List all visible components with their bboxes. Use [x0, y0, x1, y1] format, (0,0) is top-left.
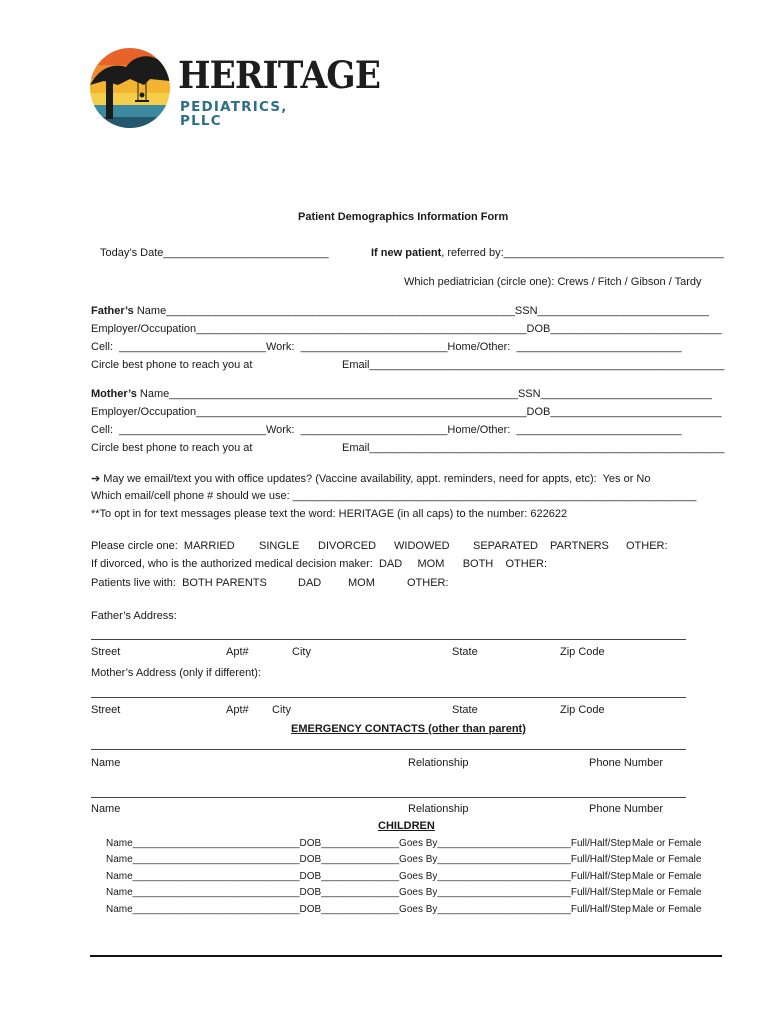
emergency-1-name-label: Name — [91, 757, 121, 769]
lives-with-dad[interactable]: DAD — [298, 577, 322, 589]
option-other[interactable]: OTHER: — [626, 540, 668, 552]
father-zip-label: Zip Code — [560, 646, 605, 658]
emergency-2-name-label: Name — [91, 803, 121, 815]
father-address-line[interactable] — [91, 639, 686, 640]
mother-employer-field[interactable]: Employer/Occupation______________________________________________________DOB____________________________ — [91, 406, 722, 418]
father-name-field[interactable] — [91, 305, 709, 317]
mother-state-label: State — [452, 704, 478, 716]
option-single[interactable]: SINGLE — [259, 540, 300, 552]
child-row-2[interactable]: Name______________________________DOB______________Goes By________________________Full/Half/Step — [106, 854, 631, 865]
mother-city-label: City — [272, 704, 291, 716]
emergency-contact-2-line[interactable] — [91, 797, 686, 798]
todays-date-field[interactable]: Today’s Date___________________________ — [100, 247, 329, 259]
option-partners[interactable]: PARTNERS — [550, 540, 609, 552]
father-best-phone-label: Circle best phone to reach you at — [91, 359, 253, 371]
mother-name-field[interactable] — [91, 388, 712, 400]
emergency-2-phone-label: Phone Number — [589, 803, 663, 815]
child-row-4[interactable]: Name______________________________DOB______________Goes By________________________Full/Half/Step — [106, 887, 631, 898]
referred-by-label: , referred by:____________________________________ — [441, 247, 724, 259]
emergency-contact-1-line[interactable] — [91, 749, 686, 750]
mother-name-line: Name_________________________________________________________SSN____________________________ — [136, 388, 712, 400]
father-apt-label: Apt# — [226, 646, 249, 658]
option-separated[interactable]: SEPARATED — [473, 540, 538, 552]
child-row-1[interactable]: Name______________________________DOB______________Goes By________________________Full/Half/Step — [106, 838, 631, 849]
child-1-sex[interactable]: Male or Female — [632, 838, 702, 849]
logo-sunset-tree-icon — [90, 45, 170, 131]
father-name-line: Name_________________________________________________________SSN____________________________ — [133, 305, 709, 317]
mother-address-line[interactable] — [91, 697, 686, 698]
emergency-1-relationship-label: Relationship — [408, 757, 469, 769]
father-state-label: State — [452, 646, 478, 658]
mother-address-label: Mother’s Address (only if different): — [91, 667, 261, 679]
mother-phone-field[interactable]: Cell: ________________________Work: ________________________Home/Other: ___________________________ — [91, 424, 682, 436]
form-title: Patient Demographics Information Form — [298, 211, 509, 223]
heritage-pediatrics-logo — [90, 45, 381, 135]
logo-wordmark-heritage: HERITAGE — [178, 53, 381, 97]
mother-street-label: Street — [91, 704, 121, 716]
option-widowed[interactable]: WIDOWED — [394, 540, 450, 552]
mother-best-phone-label: Circle best phone to reach you at — [91, 442, 253, 454]
child-3-sex[interactable]: Male or Female — [632, 871, 702, 882]
referred-by-field[interactable] — [371, 247, 724, 259]
father-street-label: Street — [91, 646, 121, 658]
child-5-sex[interactable]: Male or Female — [632, 904, 702, 915]
lives-with-prompt[interactable]: Patients live with: BOTH PARENTS — [91, 577, 267, 589]
page-bottom-rule — [90, 955, 722, 957]
decision-maker-field[interactable]: If divorced, who is the authorized medical decision maker: DAD MOM BOTH OTHER: — [91, 558, 548, 570]
text-opt-in-note: **To opt in for text messages please text the word: HERITAGE (in all caps) to the number: 622622 — [91, 508, 568, 520]
father-employer-field[interactable]: Employer/Occupation______________________________________________________DOB____________________________ — [91, 323, 722, 335]
mother-zip-label: Zip Code — [560, 704, 605, 716]
marital-status-prompt[interactable]: Please circle one: MARRIED — [91, 540, 235, 552]
child-2-sex[interactable]: Male or Female — [632, 854, 702, 865]
pediatrician-choice[interactable]: Which pediatrician (circle one): Crews / Fitch / Gibson / Tardy — [404, 276, 702, 288]
new-patient-label: If new patient — [371, 247, 442, 259]
father-email-field[interactable]: Email__________________________________________________________ — [342, 359, 725, 371]
updates-consent-question[interactable]: ➔ May we email/text you with office updates? (Vaccine availability, appt. reminders, need for appts, etc): Yes or No — [91, 473, 651, 485]
child-row-3[interactable]: Name______________________________DOB______________Goes By________________________Full/Half/Step — [106, 871, 631, 882]
father-phone-field[interactable]: Cell: ________________________Work: ________________________Home/Other: ___________________________ — [91, 341, 682, 353]
lives-with-other[interactable]: OTHER: — [407, 577, 449, 589]
father-city-label: City — [292, 646, 311, 658]
option-divorced[interactable]: DIVORCED — [318, 540, 377, 552]
emergency-1-phone-label: Phone Number — [589, 757, 663, 769]
father-label: Father’s — [91, 305, 134, 317]
children-heading: CHILDREN — [378, 820, 435, 832]
lives-with-mom[interactable]: MOM — [348, 577, 375, 589]
mother-apt-label: Apt# — [226, 704, 249, 716]
updates-contact-field[interactable]: Which email/cell phone # should we use: __________________________________________________________________ — [91, 490, 697, 502]
child-4-sex[interactable]: Male or Female — [632, 887, 702, 898]
mother-email-field[interactable]: Email__________________________________________________________ — [342, 442, 725, 454]
father-address-label: Father’s Address: — [91, 610, 177, 622]
emergency-2-relationship-label: Relationship — [408, 803, 469, 815]
mother-label: Mother’s — [91, 388, 137, 400]
emergency-contacts-heading: EMERGENCY CONTACTS (other than parent) — [291, 723, 526, 735]
child-row-5[interactable]: Name______________________________DOB______________Goes By________________________Full/Half/Step — [106, 904, 631, 915]
logo-wordmark-pediatrics: PEDIATRICS, PLLC — [180, 99, 288, 129]
